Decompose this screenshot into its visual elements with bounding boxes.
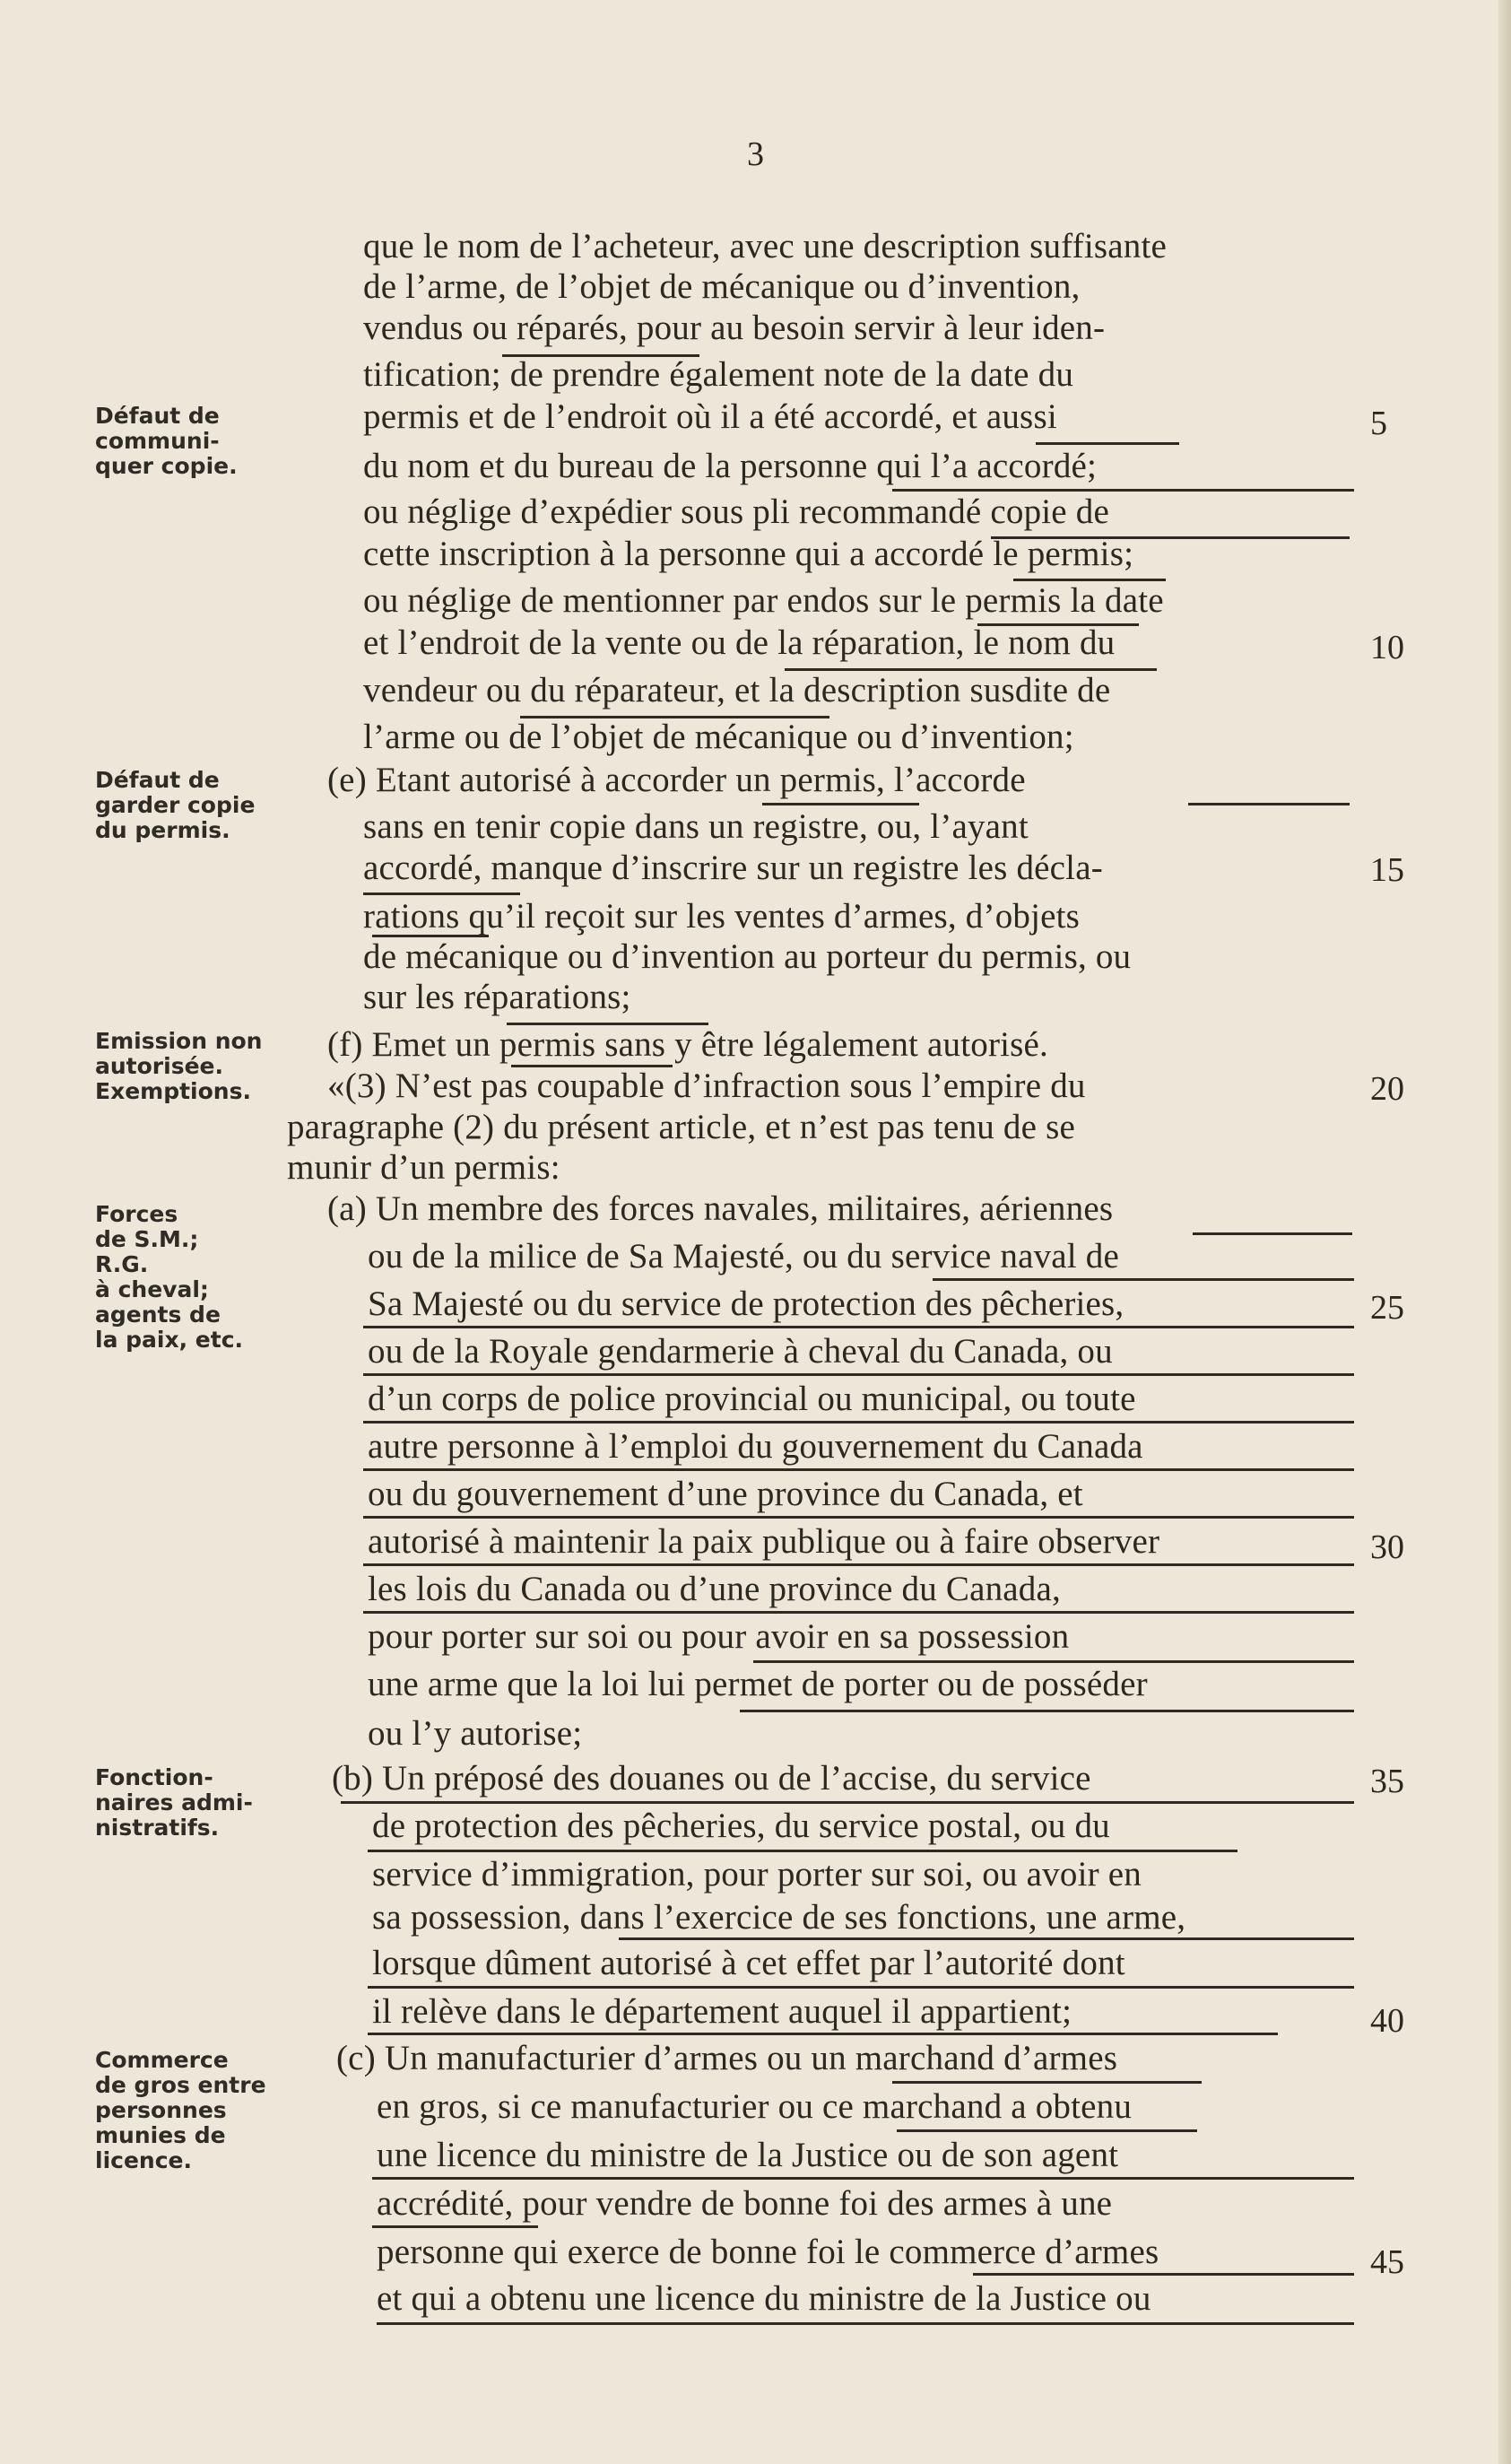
body-line: Sa Majesté ou du service de protection des pêcheries,	[368, 1284, 1125, 1323]
underline-rule	[363, 1611, 1354, 1614]
body-line: (f) Emet un permis sans y être légalement autorisé.	[327, 1025, 1049, 1064]
body-line: vendus ou réparés, pour au besoin servir à leur iden-	[363, 309, 1106, 347]
body-line: vendeur ou du réparateur, et la description susdite de	[363, 671, 1111, 710]
margin-note-forces: Forces de S.M.; R.G. à cheval; agents de la paix, etc.	[95, 1201, 244, 1353]
body-line: sur les réparations;	[363, 978, 631, 1016]
underline-rule	[520, 716, 829, 718]
body-line: pour porter sur soi ou pour avoir en sa possession	[368, 1617, 1070, 1656]
body-line: il relève dans le département auquel il appartient;	[372, 1992, 1072, 2031]
underline-rule	[363, 1468, 1354, 1471]
underline-rule	[372, 935, 489, 937]
body-line: (e) Etant autorisé à accorder un permis, l’accorde	[327, 761, 1026, 799]
body-line: (a) Un membre des forces navales, militaires, aériennes	[327, 1189, 1114, 1228]
body-line: tification; de prendre également note de la date du	[363, 355, 1074, 394]
underline-rule	[740, 1710, 1354, 1712]
body-line: (b) Un préposé des douanes ou de l’accise, du service	[332, 1759, 1091, 1798]
line-number: 5	[1370, 405, 1387, 442]
underline-rule	[377, 2322, 1354, 2325]
body-line: lorsque dûment autorisé à cet effet par l’autorité dont	[372, 1944, 1125, 1982]
underline-rule	[897, 2129, 1197, 2132]
underline-rule	[1188, 803, 1350, 805]
underline-rule	[991, 536, 1350, 539]
underline-rule	[507, 1023, 708, 1025]
underline-rule	[372, 2177, 1354, 2180]
body-line: et qui a obtenu une licence du ministre de la Justice ou	[377, 2279, 1151, 2318]
line-number: 35	[1370, 1763, 1404, 1800]
margin-note-emission-exemptions: Emission non autorisée. Exemptions.	[95, 1028, 263, 1104]
body-line: de mécanique ou d’invention au porteur du permis, ou	[363, 937, 1132, 976]
page-edge-shadow	[1498, 0, 1511, 2464]
underline-rule	[1013, 579, 1166, 581]
underline-rule	[619, 1937, 1354, 1940]
margin-note-defaut-communiquer: Défaut de communi- quer copie.	[95, 403, 238, 479]
line-number: 15	[1370, 851, 1404, 889]
underline-rule	[363, 1563, 1354, 1566]
body-line: sans en tenir copie dans un registre, ou, l’ayant	[363, 807, 1029, 846]
underline-rule	[368, 2033, 1278, 2035]
body-line: paragraphe (2) du présent article, et n’est pas tenu de se	[287, 1108, 1075, 1146]
line-number: 25	[1370, 1289, 1404, 1327]
underline-rule	[363, 1373, 1354, 1376]
underline-rule	[762, 803, 919, 805]
underline-rule	[368, 1850, 1237, 1852]
margin-note-commerce: Commerce de gros entre personnes munies de licence.	[95, 2047, 266, 2173]
body-line: que le nom de l’acheteur, avec une description suffisante	[363, 227, 1168, 266]
underline-rule	[892, 489, 1354, 492]
body-line: de l’arme, de l’objet de mécanique ou d’invention,	[363, 267, 1081, 306]
underline-rule	[753, 1660, 1354, 1663]
body-line: du nom et du bureau de la personne qui l’a accordé;	[363, 447, 1098, 485]
underline-rule	[892, 2081, 1202, 2084]
body-line: autre personne à l’emploi du gouvernement du Canada	[368, 1427, 1143, 1466]
margin-note-defaut-garder: Défaut de garder copie du permis.	[95, 767, 256, 843]
body-line: munir d’un permis:	[287, 1148, 560, 1187]
underline-rule	[933, 1278, 1354, 1281]
underline-rule	[1193, 1232, 1352, 1235]
body-line: l’arme ou de l’objet de mécanique ou d’invention;	[363, 718, 1074, 756]
underline-rule	[973, 2273, 1354, 2276]
body-line: de protection des pêcheries, du service postal, ou du	[372, 1807, 1110, 1845]
body-line: rations qu’il reçoit sur les ventes d’armes, d’objets	[363, 897, 1081, 936]
underline-rule	[363, 892, 520, 895]
underline-rule	[341, 1801, 1354, 1804]
underline-rule	[977, 623, 1139, 626]
underline-rule	[363, 1516, 1354, 1519]
body-line: une licence du ministre de la Justice ou de son agent	[377, 2136, 1119, 2174]
body-line: en gros, si ce manufacturier ou ce marchand a obtenu	[377, 2087, 1133, 2126]
body-line: d’un corps de police provincial ou municipal, ou toute	[368, 1380, 1136, 1418]
line-number: 10	[1370, 629, 1404, 666]
body-line: autorisé à maintenir la paix publique ou à faire observer	[368, 1522, 1160, 1561]
line-number: 20	[1370, 1070, 1404, 1108]
body-line: ou de la milice de Sa Majesté, ou du service naval de	[368, 1237, 1119, 1276]
underline-rule	[363, 1421, 1354, 1424]
line-number: 40	[1370, 2002, 1404, 2040]
body-line: sa possession, dans l’exercice de ses fonctions, une arme,	[372, 1898, 1186, 1937]
body-line: personne qui exerce de bonne foi le commerce d’armes	[377, 2233, 1159, 2271]
underline-rule	[368, 1986, 1354, 1989]
body-line: cette inscription à la personne qui a accordé le permis;	[363, 535, 1134, 573]
line-number: 45	[1370, 2243, 1404, 2281]
body-line: (c) Un manufacturier d’armes ou un marchand d’armes	[336, 2039, 1118, 2077]
body-line: accordé, manque d’inscrire sur un registre les décla-	[363, 849, 1103, 887]
line-number: 30	[1370, 1528, 1404, 1566]
body-line: ou de la Royale gendarmerie à cheval du Canada, ou	[368, 1332, 1113, 1371]
underline-rule	[372, 2225, 538, 2228]
underline-rule	[502, 354, 699, 357]
body-line: et l’endroit de la vente ou de la réparation, le nom du	[363, 623, 1116, 662]
body-line: les lois du Canada ou d’une province du Canada,	[368, 1570, 1061, 1608]
underline-rule	[1036, 442, 1179, 445]
body-line: ou néglige d’expédier sous pli recommandé copie de	[363, 492, 1109, 531]
body-line: accrédité, pour vendre de bonne foi des armes à une	[377, 2184, 1113, 2223]
body-line: ou l’y autorise;	[368, 1714, 583, 1753]
underline-rule	[785, 668, 1157, 671]
body-line: ou néglige de mentionner par endos sur le permis la date	[363, 581, 1164, 620]
body-line: ou du gouvernement d’une province du Canada, et	[368, 1475, 1083, 1513]
underline-rule	[511, 1065, 673, 1067]
underline-rule	[363, 1326, 1354, 1328]
page-number: 3	[747, 135, 764, 173]
body-line: permis et de l’endroit où il a été accordé, et aussi	[363, 397, 1057, 436]
body-line: service d’immigration, pour porter sur soi, ou avoir en	[372, 1855, 1142, 1894]
margin-note-fonctionnaires: Fonction- naires admi- nistratifs.	[95, 1764, 253, 1841]
body-line: «(3) N’est pas coupable d’infraction sous l’empire du	[327, 1067, 1086, 1105]
body-line: une arme que la loi lui permet de porter ou de posséder	[368, 1665, 1148, 1703]
